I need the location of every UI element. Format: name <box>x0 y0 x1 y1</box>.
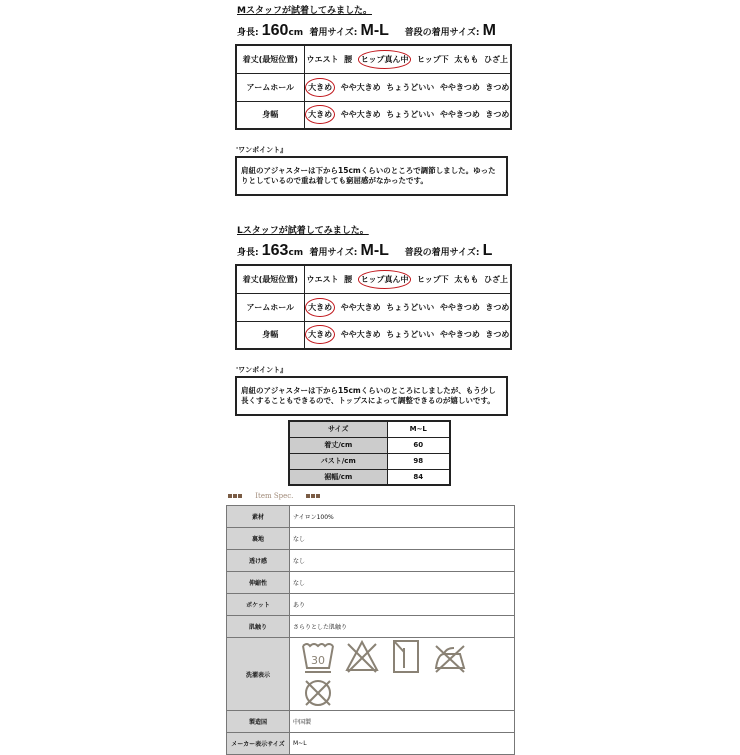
fit-option: 腰 <box>344 274 353 284</box>
selected-circle <box>305 298 335 317</box>
selected-circle <box>358 50 412 69</box>
spec-row <box>227 616 515 638</box>
size-value: 98 <box>387 453 450 469</box>
height-unit: cm <box>288 248 304 258</box>
spec-label: 伸縮性 <box>227 572 290 594</box>
size-header: サイズ <box>289 421 387 437</box>
fit-option: やや大きめ <box>340 330 381 340</box>
fit-option: ひざ上 <box>483 274 508 284</box>
spec-row <box>227 594 515 616</box>
selected-circle <box>305 325 335 344</box>
selected-circle <box>358 270 412 289</box>
spec-label: ポケット <box>227 594 290 616</box>
height-label: 身長: <box>237 28 259 38</box>
svg-text:30: 30 <box>311 654 325 667</box>
fit-option: ヒップ真ん中 <box>360 54 409 64</box>
fit-options <box>304 101 511 129</box>
spec-row <box>227 528 515 550</box>
selected-circle <box>305 78 335 97</box>
size-label: 着丈/cm <box>289 437 387 453</box>
spec-label: メーカー表示サイズ <box>227 733 290 755</box>
spec-row <box>227 506 515 528</box>
fit-options <box>304 265 511 293</box>
fit-option: ちょうどいい <box>386 302 435 312</box>
fit-option: きつめ <box>485 110 510 120</box>
spec-label: 製造国 <box>227 711 290 733</box>
fit-option: 太もも <box>454 54 479 64</box>
fit-option: ヒップ下 <box>417 54 449 64</box>
spec-row <box>227 733 515 755</box>
one-point-label: 'ワンポイント』 <box>236 366 288 374</box>
size-label: バスト/cm <box>289 453 387 469</box>
fit-option: ちょうどいい <box>386 82 435 92</box>
spec-value: ナイロン100% <box>290 506 515 528</box>
usual-value: L <box>482 242 493 259</box>
fit-option: ややきつめ <box>439 110 480 120</box>
usual-label: 普段の着用サイズ: <box>404 28 480 38</box>
fit-option: きつめ <box>485 302 510 312</box>
fit-option: ややきつめ <box>439 82 480 92</box>
fit-option: 大きめ <box>308 302 333 312</box>
fit-option: ややきつめ <box>439 302 480 312</box>
staff-title: Lスタッフが試着してみました。 <box>237 226 369 236</box>
fit-option: ひざ上 <box>483 54 508 64</box>
wear-value: M-L <box>360 22 389 39</box>
spec-value: あり <box>290 594 515 616</box>
wear-label: 着用サイズ: <box>309 248 358 258</box>
no-tumble-dry-icon <box>300 674 336 710</box>
fit-option: きつめ <box>485 330 510 340</box>
fit-label: アームホール <box>236 73 304 101</box>
one-point-note: 肩紐のアジャスターは下から15cmくらいのところで調節しました。ゆったりとしているので重ね着しても窮屈感がなかったです。 <box>235 156 508 196</box>
one-point-label: 'ワンポイント』 <box>236 146 288 154</box>
fit-option: ヒップ真ん中 <box>360 274 409 284</box>
spec-value: なし <box>290 550 515 572</box>
spec-row <box>227 638 515 711</box>
staff-size-line <box>237 242 492 260</box>
fit-option: ちょうどいい <box>386 110 435 120</box>
fit-label: 着丈(最短位置) <box>236 265 304 293</box>
fit-option: ウエスト <box>306 274 339 284</box>
item-spec-heading <box>228 492 321 500</box>
fit-option: ウエスト <box>306 54 339 64</box>
height-value: 163 <box>261 242 289 259</box>
fit-option: やや大きめ <box>340 82 381 92</box>
staff-title: Mスタッフが試着してみました。 <box>237 6 372 16</box>
fit-option: 太もも <box>454 274 479 284</box>
spec-label: 肌触り <box>227 616 290 638</box>
wear-value: M-L <box>360 242 389 259</box>
size-value: 84 <box>387 469 450 485</box>
spec-value: さらりとした肌触り <box>290 616 515 638</box>
spec-value: M~L <box>290 733 515 755</box>
usual-label: 普段の着用サイズ: <box>404 248 480 258</box>
size-value-header: M~L <box>387 421 450 437</box>
item-spec-table <box>226 505 515 755</box>
fit-option: 大きめ <box>308 82 333 92</box>
fit-label: 着丈(最短位置) <box>236 45 304 73</box>
height-label: 身長: <box>237 248 259 258</box>
spec-value: なし <box>290 572 515 594</box>
size-value: 60 <box>387 437 450 453</box>
size-label: 裾幅/cm <box>289 469 387 485</box>
fit-label: 身幅 <box>236 101 304 129</box>
no-bleach-icon <box>344 638 380 674</box>
fit-table <box>235 264 512 350</box>
fit-option: 腰 <box>344 54 353 64</box>
item-spec-title: Item Spec. <box>255 492 294 500</box>
fit-option: ややきつめ <box>439 330 480 340</box>
fit-option: 大きめ <box>308 110 333 120</box>
usual-value: M <box>482 22 496 39</box>
spec-row <box>227 572 515 594</box>
fit-table <box>235 44 512 130</box>
no-iron-icon <box>432 638 468 674</box>
spec-value: 中国製 <box>290 711 515 733</box>
wash-30-icon <box>300 638 336 674</box>
spec-value: なし <box>290 528 515 550</box>
one-point-note: 肩紐のアジャスターは下から15cmくらいのところにしましたが、もう少し長くすることもできるので、トップスによって調整できるのが嬉しいです。 <box>235 376 508 416</box>
size-table <box>288 420 451 486</box>
spec-label: 透け感 <box>227 550 290 572</box>
fit-options <box>304 45 511 73</box>
fit-option: きつめ <box>485 82 510 92</box>
spec-row <box>227 711 515 733</box>
fit-option: ちょうどいい <box>386 330 435 340</box>
spec-row <box>227 550 515 572</box>
spec-label: 裏地 <box>227 528 290 550</box>
fit-option: やや大きめ <box>340 110 381 120</box>
fit-options <box>304 293 511 321</box>
fit-label: アームホール <box>236 293 304 321</box>
fit-label: 身幅 <box>236 321 304 349</box>
height-unit: cm <box>288 28 304 38</box>
staff-size-line <box>237 22 496 40</box>
fit-options <box>304 73 511 101</box>
drip-dry-shade-icon <box>388 638 424 674</box>
care-icons <box>290 638 515 711</box>
spec-label: 洗濯表示 <box>227 638 290 711</box>
selected-circle <box>305 105 335 124</box>
height-value: 160 <box>261 22 289 39</box>
spec-label: 素材 <box>227 506 290 528</box>
fit-option: ヒップ下 <box>417 274 449 284</box>
fit-option: やや大きめ <box>340 302 381 312</box>
wear-label: 着用サイズ: <box>309 28 358 38</box>
fit-options <box>304 321 511 349</box>
fit-option: 大きめ <box>308 330 333 340</box>
